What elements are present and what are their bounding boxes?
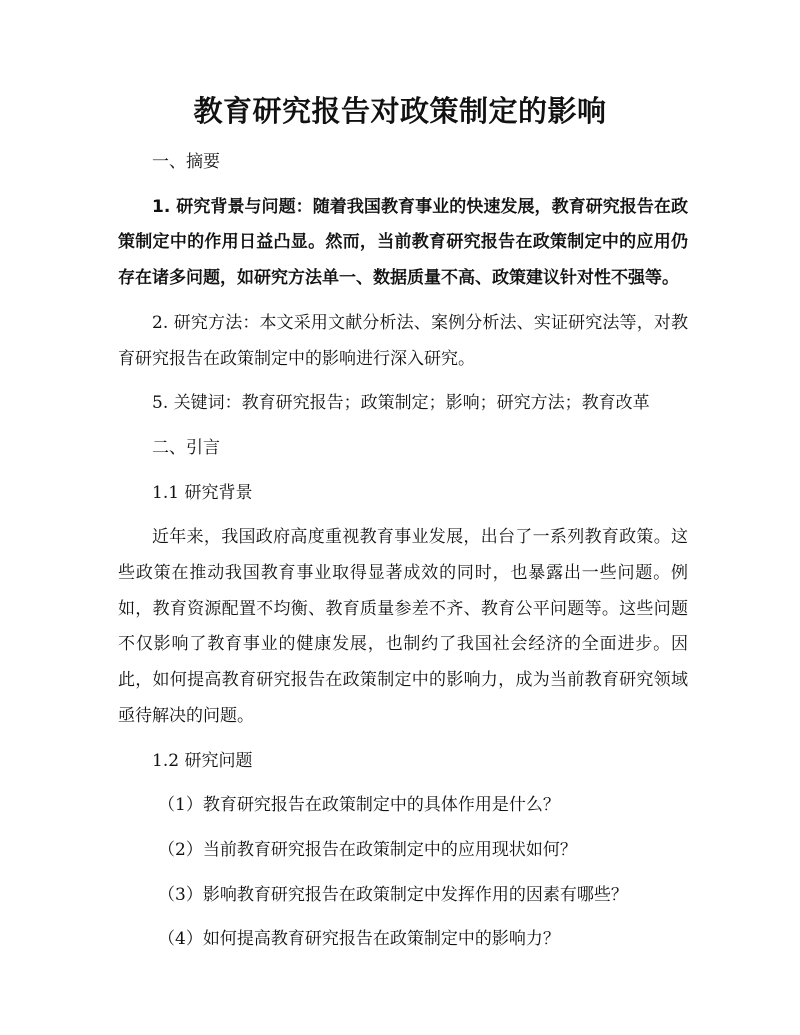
abstract-keywords-paragraph: 5. 关键词：教育研究报告；政策制定；影响；研究方法；教育改革 xyxy=(152,393,650,414)
abstract-background-paragraph: 1. 研究背景与问题：随着我国教育事业的快速发展，教育研究报告在政策制定中的作用日益凸显。然而，当前教育研究报告在政策制定中的应用仍存在诸多问题，如研究方法单一、数据质量不高、政策建议针对性不强等。 xyxy=(118,196,688,289)
research-question-4: （4）如何提高教育研究报告在政策制定中的影响力？ xyxy=(158,929,560,950)
abstract-method-paragraph: 2. 研究方法：本文采用文献分析法、案例分析法、实证研究法等，对教育研究报告在政策制定中的影响进行深入研究。 xyxy=(118,312,688,369)
research-question-3: （3）影响教育研究报告在政策制定中发挥作用的因素有哪些？ xyxy=(158,884,628,905)
subsection-heading-background: 1.1 研究背景 xyxy=(152,482,253,503)
research-question-1: （1）教育研究报告在政策制定中的具体作用是什么？ xyxy=(158,795,560,816)
document-body xyxy=(118,145,688,967)
subsection-heading-questions: 1.2 研究问题 xyxy=(152,750,253,771)
section-heading-introduction: 二、引言 xyxy=(152,437,220,458)
research-question-2: （2）当前教育研究报告在政策制定中的应用现状如何？ xyxy=(158,839,577,860)
background-paragraph: 近年来，我国政府高度重视教育事业发展，出台了一系列教育政策。这些政策在推动我国教育事业取得显著成效的同时，也暴露出一些问题。例如，教育资源配置不均衡、教育质量参差不齐、教育公平问题等。这些问题不仅影响了教育事业的健康发展，也制约了我国社会经济的全面进步。因此，如何提高教育研究报告在政策制定中的影响力，成为当前教育研究领域亟待解决的问题。 xyxy=(118,527,688,726)
section-heading-abstract: 一、摘要 xyxy=(152,152,220,172)
document-title: 教育研究报告对政策制定的影响 xyxy=(193,94,607,128)
